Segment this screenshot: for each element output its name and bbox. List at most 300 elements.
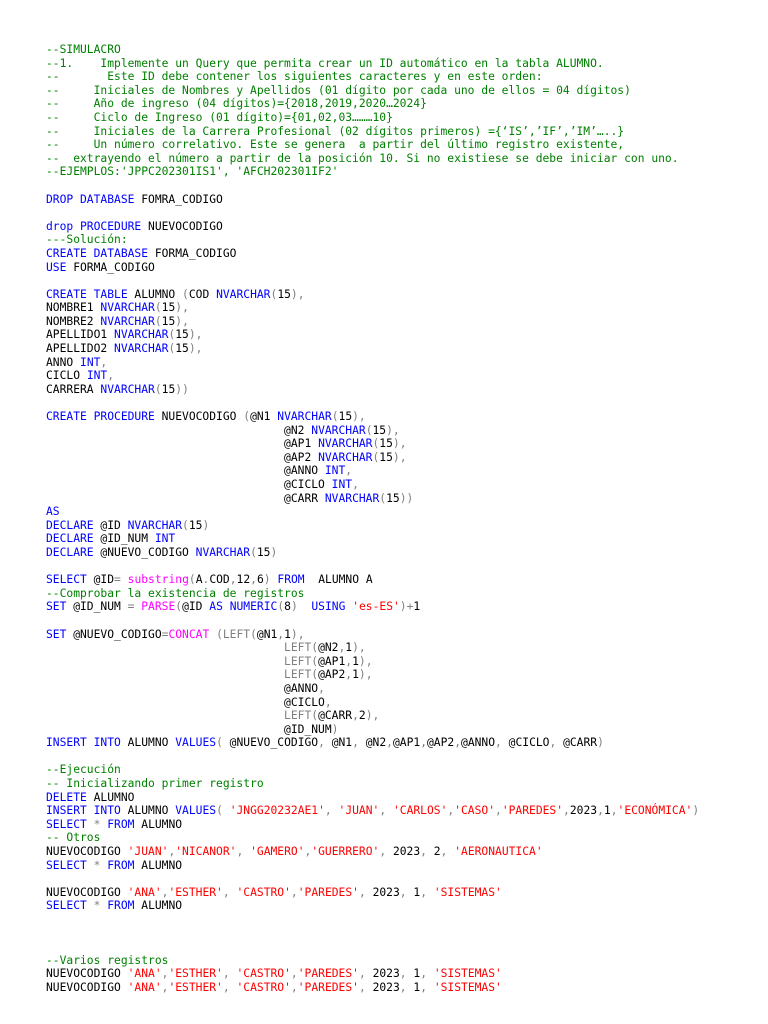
string-token: 'PAREDES' (297, 885, 359, 899)
keyword-token: NVARCHAR (324, 491, 380, 505)
text-token: ALUMNO (120, 804, 176, 818)
operator-token: , (447, 804, 455, 818)
operator-token: , (549, 736, 557, 750)
string-token: 'ESTHER' (168, 885, 223, 899)
operator-token: ( (379, 491, 387, 505)
keyword-token: SELECT (46, 858, 87, 872)
operator-token: LEFT( (222, 627, 257, 641)
code-line (46, 791, 699, 805)
code-line (46, 899, 699, 913)
code-line (46, 356, 699, 370)
operator-token: )) (399, 491, 414, 505)
code-line (46, 940, 699, 954)
code-line (46, 383, 699, 397)
keyword-token: DECLARE (46, 518, 94, 532)
text-token: @ANNO (461, 736, 496, 750)
code-line (46, 668, 699, 682)
text-token: @AP2 (427, 736, 455, 750)
operator-token: ), (392, 437, 407, 451)
string-token: 'CARLOS' (392, 804, 448, 818)
operator-token: LEFT( (284, 641, 319, 655)
operator-token: ), (392, 450, 407, 464)
code-line (46, 750, 699, 764)
text-token: @N1 (256, 627, 278, 641)
code-line (46, 492, 699, 506)
text-token: @AP2 (318, 668, 346, 682)
operator-token: ( (250, 545, 257, 559)
operator-token: , (399, 885, 407, 899)
comment-token: -- Ciclo de Ingreso (01 dígito)={01,02,03………10} (46, 110, 393, 124)
operator-token: ), (386, 423, 400, 437)
operator-token: LEFT( (284, 654, 319, 668)
code-line (46, 505, 699, 519)
string-token: 'NICANOR' (175, 845, 237, 859)
code-line (46, 424, 699, 438)
operator-token: ( (216, 736, 223, 750)
operator-token: ( (372, 450, 380, 464)
operator-token: , (420, 736, 427, 750)
code-line (46, 845, 699, 859)
text-token: NUEVOCODIGO (46, 885, 128, 899)
operator-token: , (324, 695, 332, 709)
keyword-token: DECLARE (46, 532, 94, 546)
keyword-token: INT (331, 478, 353, 491)
text-token: @AP1 (318, 654, 346, 668)
text-token: ALUMNO (134, 899, 183, 913)
string-token: 'PAREDES' (297, 980, 359, 994)
code-line (46, 288, 699, 302)
code-line (46, 478, 699, 492)
keyword-token: SELECT (46, 573, 87, 587)
string-token: 'ANA' (127, 885, 162, 899)
text-token (427, 886, 434, 899)
text-token: @NUEVO_CODIGO (222, 736, 319, 750)
code-line (46, 696, 699, 710)
operator-token: * (93, 817, 101, 831)
keyword-token: NVARCHAR (277, 410, 332, 424)
operator-token: , (440, 845, 448, 859)
operator-token: ( (182, 518, 189, 532)
text-token: @N2 (318, 641, 339, 655)
operator-token: ), (290, 287, 305, 301)
operator-token: , (100, 355, 108, 369)
text-token: 2023 (386, 845, 421, 859)
comment-token: ---Solución: (46, 233, 128, 247)
text-token: CARRERA (46, 382, 101, 396)
keyword-token: NVARCHAR (311, 423, 366, 437)
comment-token: --SIMULACRO (46, 43, 121, 56)
operator-token: ) (597, 736, 604, 750)
text-token: NUEVOCODIGO (46, 980, 128, 994)
operator-token: , (495, 804, 502, 818)
operator-token: ), (175, 314, 189, 328)
text-token: @ANNO (46, 464, 325, 478)
text-token: NUEVOCODIGO (154, 410, 244, 424)
text-token (230, 981, 237, 994)
text-token: @CICLO (501, 736, 550, 750)
text-token: @NUEVO_CODIGO (93, 545, 196, 559)
code-line (46, 859, 699, 873)
code-line (46, 641, 699, 655)
text-token: 1 (413, 600, 421, 614)
text-token: 15 (372, 423, 387, 437)
keyword-token: AS NUMERIC (209, 600, 278, 614)
keyword-token: USE (46, 260, 67, 274)
keyword-token: SELECT (46, 817, 87, 831)
keyword-token: SET (46, 627, 67, 641)
code-line (46, 967, 699, 981)
code-line (46, 84, 699, 98)
string-token: 'AERONAUTICA' (454, 845, 543, 859)
operator-token: , (563, 804, 570, 818)
text-token: 1 (352, 668, 359, 682)
operator-token: ( (168, 328, 176, 342)
code-line (46, 410, 699, 424)
code-line (46, 546, 699, 560)
code-line (46, 152, 699, 166)
operator-token: , (318, 681, 325, 695)
operator-token: , (222, 967, 230, 981)
code-line (46, 111, 699, 125)
operator-token: ), (188, 328, 203, 342)
text-token: 6 (256, 573, 264, 587)
operator-token: , (290, 885, 298, 899)
operator-token: , (420, 967, 428, 981)
code-line (46, 682, 699, 696)
code-line (46, 763, 699, 777)
operator-token: , (107, 369, 115, 383)
sql-code-listing (46, 43, 699, 995)
text-token: 2023 (365, 980, 400, 994)
code-line (46, 886, 699, 900)
text-token: @ID (86, 573, 115, 587)
operator-token: ) (202, 518, 210, 532)
string-token: 'JNGG20232AE1' (229, 804, 325, 818)
text-token: CICLO (46, 369, 87, 383)
text-token: 2023 (365, 885, 400, 899)
keyword-token: DROP DATABASE (46, 192, 135, 206)
text-token: 12 (236, 573, 251, 587)
operator-token: , (420, 980, 428, 994)
comment-token: --EJEMPLOS:'JPPC202301IS1', 'AFCH202301IF2' (46, 165, 339, 179)
text-token (298, 600, 312, 613)
code-line (46, 43, 699, 57)
operator-token: , (345, 668, 353, 682)
keyword-token: NVARCHAR (100, 382, 155, 396)
text-token: 15 (188, 518, 203, 532)
operator-token: * (93, 858, 101, 872)
code-line (46, 206, 699, 220)
operator-token: ), (358, 654, 373, 668)
operator-token: , (352, 709, 359, 723)
comment-token: --Ejecución (46, 763, 121, 777)
operator-token: , (236, 845, 244, 859)
code-line (46, 437, 699, 451)
string-token: 'GUERRERO' (311, 845, 380, 859)
text-token (332, 804, 339, 817)
operator-token: ) (290, 600, 298, 614)
code-line (46, 723, 699, 737)
text-token (121, 573, 128, 586)
operator-token: ), (188, 342, 203, 356)
operator-token: ) (263, 573, 271, 587)
operator-token: , (222, 980, 230, 994)
text-token: ALUMNO A (304, 573, 373, 587)
operator-token: LEFT( (284, 668, 319, 682)
text-token: ALUMNO (127, 287, 183, 301)
operator-token: , (352, 478, 359, 491)
code-line (46, 532, 699, 546)
text-token: APELLIDO1 (46, 328, 115, 342)
text-token: @CARR (556, 736, 598, 750)
keyword-token: FROM (107, 899, 135, 913)
text-token (46, 709, 284, 722)
text-token: @ID_NUM (66, 600, 128, 614)
code-line (46, 301, 699, 315)
string-token: 'SISTEMAS' (433, 885, 502, 899)
code-line (46, 57, 699, 71)
comment-token: -- extrayendo el número a partir de la posición 10. Si no existiese se debe iniciar con uno. (46, 151, 679, 165)
string-token: 'JUAN' (338, 804, 380, 818)
operator-token: , (352, 736, 359, 750)
operator-token: , (610, 804, 618, 818)
code-line (46, 247, 699, 261)
keyword-token: INT (154, 532, 176, 546)
operator-token: ( (216, 627, 223, 641)
text-token (230, 886, 237, 899)
text-token: ANNO (46, 355, 81, 369)
text-token: APELLIDO2 (46, 342, 115, 356)
code-line (46, 328, 699, 342)
keyword-token: NVARCHAR (318, 450, 373, 464)
code-line (46, 519, 699, 533)
keyword-token: NVARCHAR (100, 314, 155, 328)
text-token: 1 (603, 804, 611, 818)
code-line (46, 165, 699, 179)
code-line (46, 981, 699, 995)
comment-token: --1. Implemente un Query que permita crear un ID automático en la tabla ALUMNO. (46, 56, 604, 70)
operator-token: , (250, 573, 257, 587)
keyword-token: NVARCHAR (318, 437, 373, 451)
keyword-token: DELETE (46, 790, 87, 804)
keyword-token: INT (324, 464, 346, 478)
text-token: FORMA_CODIGO (148, 246, 237, 260)
keyword-token: CREATE PROCEDURE (46, 410, 155, 424)
code-line (46, 396, 699, 410)
text-token: 15 (175, 328, 189, 342)
text-token: ALUMNO (120, 736, 176, 750)
operator-token: ( (168, 342, 176, 356)
text-token: @ID_NUM (93, 532, 155, 546)
code-line (46, 913, 699, 927)
string-token: 'PAREDES' (501, 804, 564, 818)
string-token: 'CASTRO' (236, 885, 291, 899)
code-line (46, 342, 699, 356)
code-line (46, 193, 699, 207)
operator-token: , (161, 980, 169, 994)
keyword-token: FROM (277, 573, 305, 587)
text-token: ALUMNO (134, 817, 183, 831)
code-line (46, 573, 699, 587)
operator-token: ), (175, 301, 189, 315)
operator-token: , (597, 804, 604, 818)
text-token: 15 (161, 301, 176, 315)
text-token: NUEVOCODIGO (46, 967, 128, 981)
keyword-token: FROM (107, 858, 135, 872)
code-line (46, 628, 699, 642)
text-token: COD (209, 573, 230, 587)
operator-token: , (229, 573, 237, 587)
comment-token: -- Iniciales de Nombres y Apellidos (01 dígito por cada uno de ellos = 04 dígitos) (46, 83, 631, 97)
text-token: 15 (277, 287, 291, 301)
code-line (46, 927, 699, 941)
operator-token: ( (188, 573, 196, 587)
code-line (46, 600, 699, 614)
text-token: @N2 (358, 736, 387, 750)
comment-token: --Comprobar la existencia de registros (46, 586, 305, 600)
keyword-token: CREATE TABLE (46, 287, 128, 301)
text-token: NUEVOCODIGO (46, 845, 128, 859)
operator-token: , (290, 967, 298, 981)
text-token: COD (188, 287, 217, 301)
operator-token: , (399, 967, 407, 981)
code-line (46, 220, 699, 234)
text-token: @AP2 (46, 450, 319, 464)
text-token: @AP1 (46, 437, 319, 451)
operator-token: ( (175, 600, 183, 614)
keyword-token: INT (86, 369, 108, 383)
code-line (46, 818, 699, 832)
operator-token: = (114, 573, 121, 587)
operator-token: ( (154, 382, 162, 396)
operator-token: , (358, 885, 366, 899)
code-line (46, 831, 699, 845)
operator-token: ( (243, 410, 251, 424)
text-token: 1 (406, 980, 421, 994)
code-line (46, 138, 699, 152)
text-token: 15 (161, 382, 176, 396)
code-line (46, 954, 699, 968)
code-line (46, 804, 699, 818)
keyword-token: NVARCHAR (216, 287, 271, 301)
code-line (46, 655, 699, 669)
text-token: NOMBRE1 (46, 301, 101, 315)
text-token: @CARR (46, 491, 325, 505)
function-token: CONCAT (168, 627, 210, 641)
keyword-token: AS (46, 505, 60, 519)
operator-token: , (379, 804, 387, 818)
text-token: @ID_NUM (46, 722, 332, 736)
text-token: @N2 (46, 423, 312, 437)
operator-token: = (127, 600, 135, 614)
keyword-token: SELECT (46, 899, 87, 913)
operator-token: ( (182, 287, 189, 301)
operator-token: ) (270, 545, 278, 559)
comment-token: -- Año de ingreso (04 dígitos)={2018,2019,2020…2024} (46, 97, 427, 111)
operator-token: ), (352, 410, 366, 424)
keyword-token: NVARCHAR (114, 342, 169, 356)
operator-token: ( (216, 804, 223, 818)
code-line (46, 464, 699, 478)
operator-token: , (345, 654, 353, 668)
code-line (46, 97, 699, 111)
operator-token: , (420, 885, 428, 899)
string-token: 'ANA' (127, 967, 162, 981)
text-token: NUEVOCODIGO (141, 219, 223, 233)
text-token: 15 (379, 437, 393, 451)
text-token: @CICLO (46, 695, 325, 709)
keyword-token: NVARCHAR (114, 328, 169, 342)
text-token (46, 668, 284, 681)
code-line (46, 777, 699, 791)
text-token: 1 (345, 641, 353, 655)
keyword-token: INSERT INTO (46, 804, 121, 818)
text-token: 1 (352, 654, 359, 668)
text-token (230, 967, 237, 980)
keyword-token: CREATE DATABASE (46, 246, 149, 260)
keyword-token: NVARCHAR (195, 545, 251, 559)
code-line (46, 261, 699, 275)
text-token (427, 981, 434, 994)
operator-token: * (93, 899, 101, 913)
operator-token: ), (365, 709, 380, 723)
text-token: @CICLO (46, 478, 332, 491)
comment-token: -- Inicializando primer registro (46, 777, 264, 791)
function-token: PARSE (141, 600, 176, 614)
comment-token: -- Otros (46, 831, 101, 845)
text-token: 15 (161, 314, 176, 328)
code-line (46, 872, 699, 886)
text-token: 15 (379, 450, 393, 464)
comment-token: -- Este ID debe contener los siguientes caracteres y en este orden: (46, 70, 543, 84)
text-token: 15 (175, 342, 189, 356)
operator-token: . (202, 573, 210, 587)
operator-token: , (345, 464, 353, 478)
operator-token: ( (154, 301, 162, 315)
code-line (46, 709, 699, 723)
text-token (386, 804, 393, 817)
code-line (46, 179, 699, 193)
keyword-token: INT (80, 355, 101, 369)
keyword-token: VALUES (175, 804, 217, 818)
operator-token: ), (358, 668, 373, 682)
operator-token: ( (365, 423, 373, 437)
string-token: 'ECONÓMICA' (617, 804, 693, 818)
operator-token: , (399, 980, 407, 994)
operator-token: ( (270, 287, 278, 301)
text-token: 15 (338, 410, 353, 424)
text-token: 2023 (365, 967, 400, 981)
text-token: NOMBRE2 (46, 314, 101, 328)
keyword-token: INSERT INTO (46, 736, 121, 750)
text-token: 8 (284, 600, 291, 614)
text-token: 15 (386, 491, 400, 505)
operator-token: ( (277, 600, 285, 614)
string-token: 'CASTRO' (236, 967, 291, 981)
text-token: ALUMNO (86, 790, 135, 804)
keyword-token: DECLARE (46, 545, 94, 559)
text-token: FORMA_CODIGO (66, 260, 155, 274)
operator-token: LEFT( (284, 709, 319, 723)
keyword-token: NVARCHAR (100, 301, 155, 315)
string-token: 'CASTRO' (236, 980, 291, 994)
code-line (46, 369, 699, 383)
operator-token: ) (331, 722, 339, 736)
operator-token: ), (290, 627, 305, 641)
string-token: 'PAREDES' (297, 967, 359, 981)
operator-token: = (161, 627, 169, 641)
text-token (223, 804, 230, 817)
